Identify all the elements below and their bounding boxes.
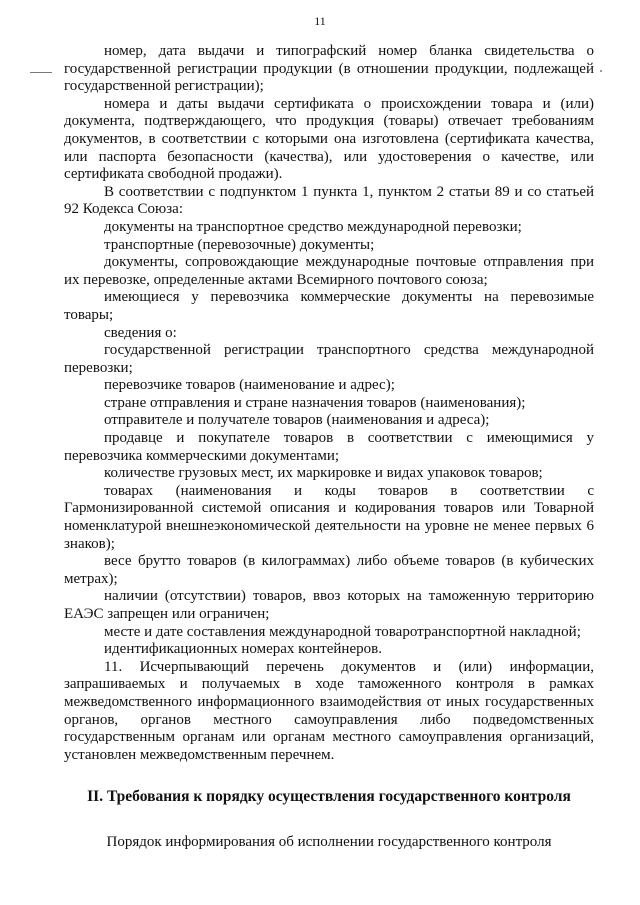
list-item: товарах (наименования и коды товаров в соответствии с Гармонизированной системой описания и кодирования товаров или Товарной номенклатурой внешнеэкономической деятельности на уровне не менее первых 6 знаков); (64, 482, 594, 552)
list-item: государственной регистрации транспортного средства международной перевозки; (64, 342, 594, 376)
list-item: документы на транспортное средство международной перевозки; (104, 218, 522, 235)
paragraph-origin-certificate: номера и даты выдачи сертификата о происхождении товара и (или) документа, подтверждающего, что продукция (товары) отвечает требованиям документов, в соответствии с которыми она изготовлена (сертификата качества, или паспорта безопасности (качества), или удостоверения о качестве, или сертификата свободной продажи). (64, 95, 594, 183)
page-number: 11 (314, 14, 326, 28)
list-item: количестве грузовых мест, их маркировке и видах упаковок товаров; (104, 465, 543, 482)
body-text (64, 43, 594, 764)
scan-artifact-mark (30, 72, 52, 73)
subsection-heading: Порядок информирования об исполнении государственного контроля (106, 834, 552, 850)
paragraph-registration-certificate: номер, дата выдачи и типографский номер бланка свидетельства о государственной регистрации продукции (в отношении продукции, подлежащей государственной регистрации); (64, 43, 594, 95)
list-item: идентификационных номерах контейнеров. (104, 641, 382, 658)
paragraph-item-11: 11. Исчерпывающий перечень документов и (или) информации, запрашиваемых и получаемых в ходе таможенного контроля в рамках межведомственного информационного взаимодействия от иных государственных органов, органов местного самоуправления либо подведомственных государственным органам или органам местного самоуправления организаций, установлен межведомственным перечнем. (64, 658, 594, 763)
scan-artifact-dot (600, 70, 602, 72)
list-item: продавце и покупателе товаров в соответствии с имеющимися у перевозчика коммерческими документами; (64, 430, 594, 464)
list-item: транспортные (перевозочные) документы; (104, 236, 375, 253)
list-item: месте и дате составления международной товаротранспортной накладной; (104, 623, 581, 640)
list-item: наличии (отсутствии) товаров, ввоз которых на таможенную территорию ЕАЭС запрещен или ограничен; (64, 588, 594, 622)
list-item: сведения о: (104, 324, 177, 341)
list-item: имеющиеся у перевозчика коммерческие документы на перевозимые товары; (64, 289, 594, 323)
section-heading: II. Требования к порядку осуществления государственного контроля (87, 788, 571, 805)
list-item: перевозчике товаров (наименование и адрес); (104, 377, 395, 394)
list-item: документы, сопровождающие международные почтовые отправления при их перевозке, определенные актами Всемирного почтового союза; (64, 254, 594, 288)
list-item: стране отправления и стране назначения товаров (наименования); (104, 394, 526, 411)
paragraph-code-reference: В соответствии с подпунктом 1 пункта 1, пунктом 2 статьи 89 и со статьей 92 Кодекса Союза: (64, 183, 594, 218)
list-item: весе брутто товаров (в килограммах) либо объеме товаров (в кубических метрах); (64, 553, 594, 587)
list-item: отправителе и получателе товаров (наименования и адреса); (104, 412, 490, 429)
